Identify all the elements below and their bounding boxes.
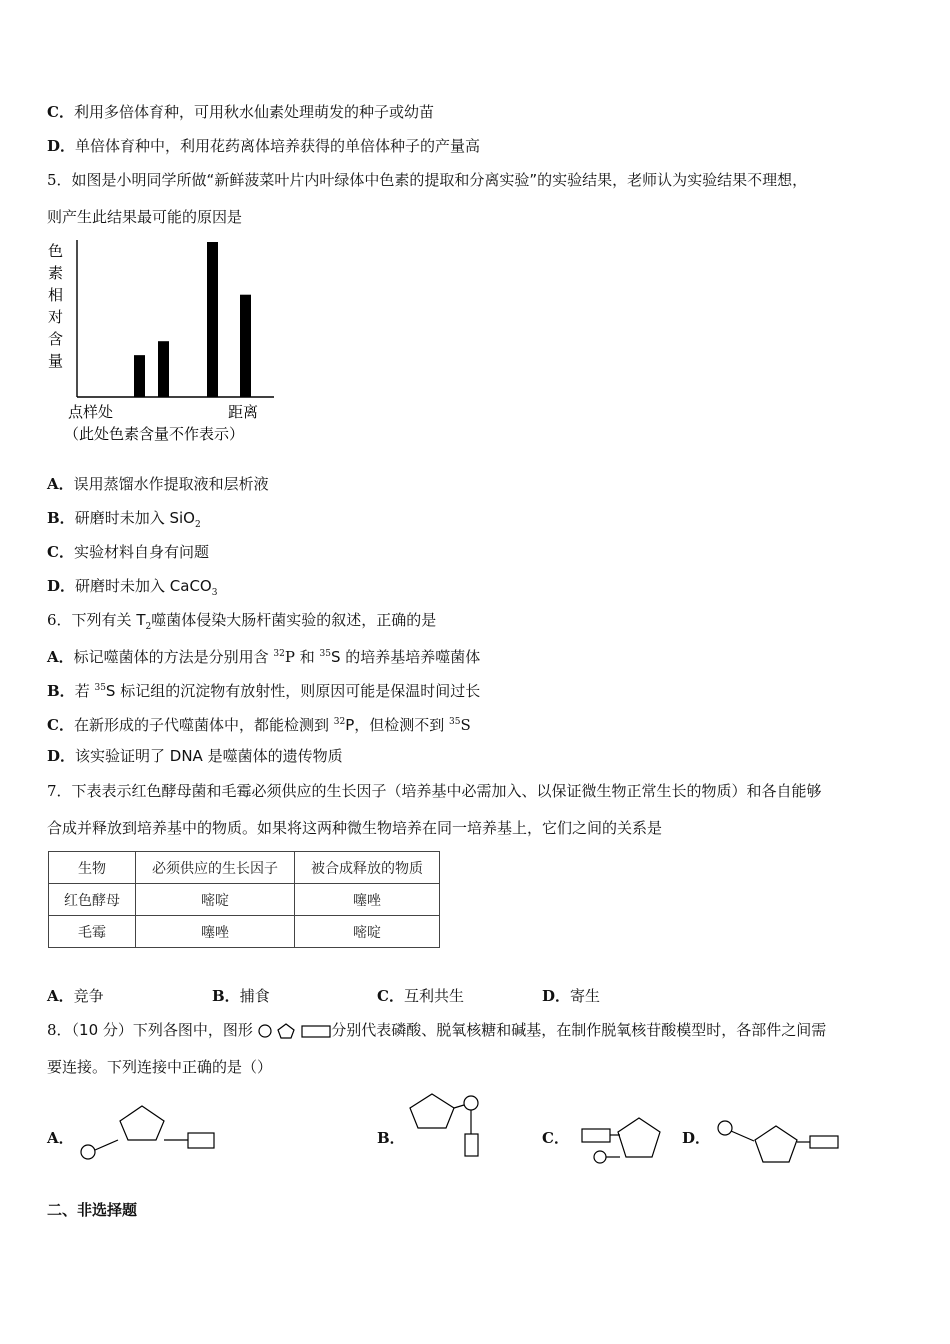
chart-y-label-char: 相 <box>48 286 64 304</box>
q4-option-c <box>47 102 434 122</box>
option-label: D． <box>47 747 76 765</box>
phosphate-shape <box>594 1151 606 1163</box>
chart-bar <box>134 355 145 397</box>
question-text: 要连接。下列连接中正确的是（） <box>47 1058 273 1076</box>
question-text: 分别代表磷酸、脱氧核糖和碱基，在制作脱氧核苷酸模型时，各部件之间需 <box>331 1021 827 1039</box>
chart-y-label-char: 素 <box>48 264 64 282</box>
question-number: 8． <box>47 1021 72 1039</box>
option-text: P，但检测不到 <box>345 716 450 734</box>
question-text: 则产生此结果最可能的原因是 <box>47 208 243 226</box>
question-number: 7． <box>47 782 72 800</box>
q6-stem <box>47 610 436 637</box>
connector <box>95 1140 118 1150</box>
q6-option-b <box>47 678 480 701</box>
base-shape <box>188 1133 214 1148</box>
option-text: 实验材料自身有问题 <box>73 543 209 561</box>
q4-option-d <box>47 136 480 156</box>
q8-option-c-figure <box>578 1110 668 1170</box>
q6-option-d <box>47 746 343 766</box>
question-text: 下表表示红色酵母菌和毛霉必须供应的生长因子（培养基中必需加入、以保证微生物正常生长的物质）和各自能够 <box>71 782 822 800</box>
phosphate-shape <box>81 1145 95 1159</box>
table-cell: 嘧啶 <box>295 916 440 948</box>
option-text: 互利共生 <box>403 987 464 1005</box>
q8-option-d-label: D． <box>682 1129 711 1147</box>
option-text: 寄生 <box>570 987 601 1005</box>
option-text: P 和 <box>284 648 320 666</box>
table-cell: 红色酵母 <box>49 884 136 916</box>
table-header-cell: 必须供应的生长因子 <box>136 852 295 884</box>
base-shape <box>465 1134 478 1156</box>
chart-y-label-char: 含 <box>48 330 64 348</box>
option-text: 若 <box>74 682 95 700</box>
option-text: 该实验证明了 DNA 是噬菌体的遗传物质 <box>75 747 343 765</box>
q7-option-b <box>212 985 270 1006</box>
subscript: 2 <box>145 622 152 632</box>
chart-y-label-char: 色 <box>48 242 64 260</box>
table-row <box>49 884 440 916</box>
superscript: 35 <box>449 717 461 727</box>
q5-stem-line2 <box>47 207 242 227</box>
option-text: S 标记组的沉淀物有放射性，则原因可能是保温时间过长 <box>105 682 481 700</box>
q7-option-d <box>542 985 600 1006</box>
chart-y-label-char: 量 <box>48 352 64 370</box>
option-text: S <box>460 716 471 734</box>
option-label: A． <box>47 987 74 1005</box>
chart-x-label-right: 距离 <box>228 403 259 421</box>
option-label: C． <box>47 716 74 734</box>
pigment-chart <box>44 236 284 448</box>
q7-option-a <box>47 985 104 1006</box>
question-text: 下列各图中，图形 <box>132 1021 253 1039</box>
q6-option-c <box>47 712 471 735</box>
question-number: 5． <box>47 171 72 189</box>
q8-stem-line2 <box>47 1057 272 1077</box>
option-text: 标记噬菌体的方法是分别用含 <box>73 648 274 666</box>
base-shape <box>810 1136 838 1148</box>
superscript: 32 <box>273 649 285 659</box>
option-text: S 的培养基培养噬菌体 <box>330 648 481 666</box>
superscript: 35 <box>319 649 331 659</box>
q8-option-d-figure <box>712 1112 844 1168</box>
option-text: 利用多倍体育种，可用秋水仙素处理萌发的种子或幼苗 <box>73 103 434 121</box>
subscript: 3 <box>211 588 218 598</box>
q5-option-a <box>47 474 269 494</box>
connector <box>454 1105 464 1108</box>
chart-note: （此处色素含量不作表示） <box>64 425 245 443</box>
table-cell: 噻唑 <box>295 884 440 916</box>
phosphate-shape <box>718 1121 732 1135</box>
chart-bar <box>158 341 169 397</box>
deoxyribose-shape <box>120 1106 164 1140</box>
q8-option-c-label: C． <box>542 1129 569 1147</box>
table-row <box>49 916 440 948</box>
q5-option-b <box>47 508 201 535</box>
table-header-row <box>49 852 440 884</box>
q8-stem-line1 <box>47 1020 826 1040</box>
deoxyribose-shape <box>618 1118 660 1157</box>
option-text: 捕食 <box>239 987 270 1005</box>
option-label: A． <box>47 648 74 666</box>
q8-option-a-figure <box>78 1100 223 1166</box>
q5-option-d <box>47 576 217 603</box>
base-shape <box>582 1129 610 1142</box>
q5-option-c <box>47 542 209 562</box>
option-label: C． <box>47 103 74 121</box>
q8-option-a-label: A． <box>47 1129 74 1147</box>
option-text: 研磨时未加入 CaCO <box>75 577 212 595</box>
q7-stem-line2 <box>47 818 662 838</box>
chart-bar <box>207 242 218 397</box>
chart-x-label-left: 点样处 <box>68 403 114 421</box>
option-text: 误用蒸馏水作提取液和层析液 <box>73 475 269 493</box>
table-header-cell: 生物 <box>49 852 136 884</box>
q5-stem-line1 <box>47 170 807 190</box>
superscript: 35 <box>94 683 106 693</box>
table-cell: 噻唑 <box>136 916 295 948</box>
q7-option-c <box>377 985 464 1006</box>
q6-option-a <box>47 644 480 667</box>
question-number: 6． <box>47 611 72 629</box>
option-label: C． <box>47 543 74 561</box>
chart-bar <box>240 295 251 397</box>
subscript: 2 <box>194 520 201 530</box>
option-label: D． <box>47 577 76 595</box>
deoxyribose-pentagon-icon <box>276 1023 296 1039</box>
q7-stem-line1 <box>47 781 822 801</box>
phosphate-shape <box>464 1096 478 1110</box>
option-label: B． <box>47 682 75 700</box>
q8-option-b-figure <box>408 1088 488 1160</box>
option-label: A． <box>47 475 74 493</box>
question-text: 合成并释放到培养基中的物质。如果将这两种微生物培养在同一培养基上，它们之间的关系是 <box>47 819 663 837</box>
option-label: C． <box>377 987 404 1005</box>
deoxyribose-shape <box>755 1126 797 1162</box>
option-text: 竞争 <box>73 987 104 1005</box>
section-title: 二、非选择题 <box>47 1201 138 1219</box>
chart-y-label <box>48 242 63 370</box>
table-cell: 毛霉 <box>49 916 136 948</box>
option-text: 研磨时未加入 SiO <box>74 509 195 527</box>
option-text: 在新形成的子代噬菌体中，都能检测到 <box>73 716 334 734</box>
table-cell: 嘧啶 <box>136 884 295 916</box>
connector <box>731 1131 754 1141</box>
option-label: B． <box>212 987 240 1005</box>
question-text: 如图是小明同学所做“新鲜菠菜叶片内叶绿体中色素的提取和分离实验”的实验结果，老师认为实验结果不理想， <box>71 171 808 189</box>
superscript: 32 <box>333 717 346 727</box>
base-rectangle-icon <box>301 1023 331 1039</box>
deoxyribose-shape <box>410 1094 454 1128</box>
growth-factor-table <box>48 851 440 948</box>
question-score: （10 分） <box>71 1021 133 1039</box>
question-text: 噬菌体侵染大肠杆菌实验的叙述，正确的是 <box>151 611 437 629</box>
q8-option-b-label: B． <box>377 1129 405 1147</box>
phosphate-circle-icon <box>258 1023 272 1039</box>
option-text: 单倍体育种中，利用花药离体培养获得的单倍体种子的产量高 <box>75 137 481 155</box>
table-header-cell: 被合成释放的物质 <box>295 852 440 884</box>
option-label: B． <box>47 509 75 527</box>
option-label: D． <box>47 137 76 155</box>
option-label: D． <box>542 987 571 1005</box>
question-text: 下列有关 T <box>71 611 146 629</box>
chart-y-label-char: 对 <box>48 308 64 326</box>
